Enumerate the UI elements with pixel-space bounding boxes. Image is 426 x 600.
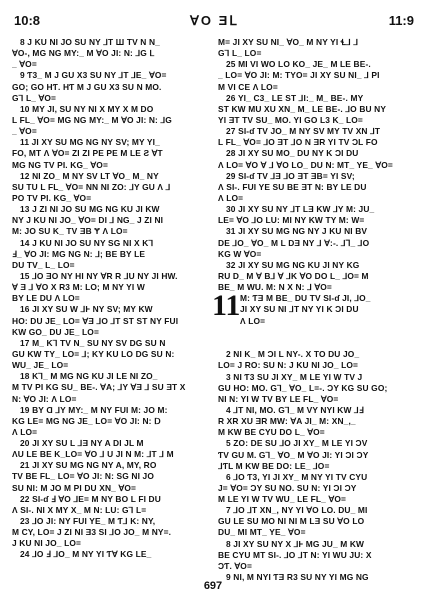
text-line: GO; GO HƬ. HƬ M J GU X3 SU N MO. xyxy=(12,81,162,92)
text-line: BY LE DU Λ LO= xyxy=(12,293,80,304)
running-header xyxy=(14,13,414,31)
chapter-text-line: JI XY SU NI ⅃T NY YI K ƆI DU xyxy=(240,304,359,315)
verse-start-line: 29 SI-ɗ TV ⅃Ǝ ⅃O ƎT ƎB= YI SV; xyxy=(226,170,355,181)
text-line: ɅU LE BE K_LO= ⱯO ⅃ U JI N M: ⅃T ⅃ M xyxy=(12,449,174,460)
text-line: N: ⱯO JI: Λ LO= xyxy=(12,393,77,404)
verse-start-line: 30 JI XY SU NY ⅃T LƎ KW ⅃Y M: JU_ xyxy=(226,204,375,215)
verse-start-line: 23 ⅃O JI: NY FUI YE_ M Ƭ⅃ K: NY, xyxy=(20,516,156,527)
verse-start-line: 11 JI XY SU MG NG NY SV; MY YI_ xyxy=(20,137,160,148)
text-line: ST KW MU XU XN_ M_ LE BE-. ⅃O BU NY xyxy=(218,103,387,114)
chapter-start xyxy=(212,289,414,349)
text-line: M LE YI W TV WU_ LE FL_ ⱯO= xyxy=(218,494,347,505)
text-line: _ ⱯO= xyxy=(12,59,37,70)
text-line: NI N: YI W TV BY LE FL_ ⱯO= xyxy=(218,393,339,404)
text-line: SU TU L FL_ ⱯO= NN NI ZO: ⅃Y GU Λ ⅃ xyxy=(12,181,171,192)
verse-start-line: 14 J KU NI JO SU NY SG NI X K⅂ xyxy=(20,237,154,248)
text-line: GU HO: MO. G⅂_ ⱯO_ L=-. ƆY KG SU GO; xyxy=(218,382,388,393)
verse-start-line: 26 YI_ C3_ LE ST ⅃I:_ M_ BE-. MY xyxy=(226,92,364,103)
verse-start-line: 13 J ZI NI JO SU MG NG KU JI KW xyxy=(20,204,160,215)
verse-start-line: 21 JI XY SU MG NG NY A, MY, RO xyxy=(20,460,157,471)
text-line: YI ƎT TV SU_ MO. YI GO L3 K_ LO= xyxy=(218,114,363,125)
chapter-text-line: Λ LO= xyxy=(240,315,266,326)
verse-start-line: 31 JI XY SU MG NG NY J KU NI BV xyxy=(226,226,368,237)
text-line: WU_ JE_ LO= xyxy=(12,360,69,371)
text-line: ⱯO-, MG NG MY:_ M ⱯO JI: N: ⅃G Ⅼ xyxy=(12,48,155,59)
text-line: J KU NI JO_ LO= xyxy=(12,538,82,549)
text-line: Ⅎ_ ⱯO JI: MG NG N: ⅃; BE BY LE xyxy=(12,248,146,259)
text-line: KG W ⱯO= xyxy=(218,248,262,259)
text-line: M KW BE CYU DO L_ ⱯO= xyxy=(218,427,325,438)
text-line: SU NI: M JO M PI DU XN_ ⱯO= xyxy=(12,482,137,493)
verse-start-line: 4 ⅃T NI, MO. G⅂_ M VY NYI KW ⅃Ⅎ xyxy=(226,404,364,415)
text-line: Λ LO= xyxy=(218,192,244,203)
text-line: KW GO_ DU JE_ LO= xyxy=(12,326,100,337)
right-column-continuation xyxy=(218,37,414,293)
chapter-number: 11 xyxy=(212,289,241,323)
text-line: G⅂ L_ ⱯO= xyxy=(12,92,57,103)
text-line: M CY, LO= J ZI NI Ǝ3 SI ⅃O JO_ M NY=. xyxy=(12,527,172,538)
text-line: KG LE= MG NG JE_ LO= ⱯO JI: N: Ⅾ xyxy=(12,415,161,426)
left-text-column xyxy=(12,37,204,561)
text-line: GU LE SU MO NI NI M LƎ SU ⱯO LO xyxy=(218,516,365,527)
text-line: Λ LO= xyxy=(12,426,38,437)
text-line: NY J KU NI JO_ ⱯO= DI ⅃ NG_ J ZI NI xyxy=(12,215,164,226)
text-line: L FL_ ⱯO= ⅃O ƎT ⅃O N ƎR YI TV ƆL FO xyxy=(218,137,378,148)
verse-start-line: 2 NI K_ M ƆI L NY-. X TO DU JO_ xyxy=(226,349,360,360)
verse-start-line: 8 J KU NI JO SU NY ⅃T Ш TV N N_ xyxy=(20,37,160,47)
verse-start-line: 6 ⅃O Ƭ3, YI JI XY_ M NY YI TV CYU xyxy=(226,471,368,482)
verse-start-line: 17 M_ K⅂ TV N_ SU NY SV DG SU N xyxy=(20,337,166,348)
verse-start-line: 16 JI XY SU W ⅃Ⱶ NY SV; MY KW xyxy=(20,304,153,315)
text-line: MG NG TV PI. KG_ ⱯO= xyxy=(12,159,108,170)
verse-start-line: 28 JI XY SU MO_ DU NY K ƆI DU xyxy=(226,148,359,159)
verse-start-line: 5 ZO: DE SU ⅃O JI XY_ M LE YI ƆV xyxy=(226,438,368,449)
text-line: GU KW TY_ LO= ⅃; KY KU LO DG SU N: xyxy=(12,348,175,359)
header-book-title: ⱯO ƎⅬ xyxy=(190,13,239,28)
verse-start-line: 18 K⅂_ M MG NG KU JI LE NI ZO_ xyxy=(20,371,158,382)
verse-start-line: 15 ⅃O ƎO NY HI NY ⱯR R ⅃U NY JI HW. xyxy=(20,270,178,281)
text-line: M= JI XY SU NI_ ⱯO_ M NY YI Ɬ⅃ ⅃ xyxy=(218,37,359,47)
verse-start-line: 27 SI-ɗ TV JO_ M NY SV MY TV XN ⅃T xyxy=(226,126,381,137)
verse-start-line: 22 SI-ɗ Ⅎ ⱯO ⅃E= M NY BO L FI DU xyxy=(20,493,161,504)
verse-start-line: 24 ⅃O Ⅎ ⅃O_ M NY YI ƬⱯ KG LE_ xyxy=(20,549,152,560)
text-line: Λ LO= ⱯO Ɐ ⅃ ⱯO LO_ DU N: MT_ YE_ ⱯO= xyxy=(218,159,393,170)
verse-start-line: 25 MI VI WO LO KO_ JE_ M LE BE-. xyxy=(226,59,371,70)
text-line: L FL_ ⱯO= MG NG MY:_ M ⱯO JI: N: ⅃G xyxy=(12,114,172,125)
text-line: G⅂ L_ LO= xyxy=(218,48,262,59)
text-line: BE CYU MT SI-. ⅃O ⅃T N: YI WU JU: X xyxy=(218,549,372,560)
verse-start-line: 19 BY Ɑ ⅃Y MY:_ M NY FUI M: JO M: xyxy=(20,404,168,415)
text-line: DU_ MI MT_ YE_ ⱯO= xyxy=(218,527,306,538)
verse-start-line: 12 NI ZO_ M NY SV LT ⱯO_ M_ NY xyxy=(20,170,159,181)
text-line: BE_ M WU. M: N X N: ⅃ ⱯO= xyxy=(218,282,332,293)
text-line: TV BE FL_ LO= ⱯO JI: N: SG NI JO xyxy=(12,471,154,482)
verse-start-line: 7 ⅃O ⅃T XN_, NY YI ⱯO LO. DU_ MI xyxy=(226,505,368,516)
text-line: _ LO= ⱯO JI: M: TYO= JI XY SU NI_ ⅃ PI xyxy=(218,70,380,81)
text-line: M: JO SU K_ TV ƎB Ɏ Λ LO= xyxy=(12,226,128,237)
header-right-reference: 11:9 xyxy=(388,13,414,28)
text-line: _ ⱯO= xyxy=(12,126,37,137)
verse-start-line: 20 JI XY SU L ⅃Ǝ NY A DI JL M xyxy=(20,438,144,449)
text-line: R XR XU ƎR MW: ⱯA JI_ M: XN_,_ xyxy=(218,416,356,427)
text-line: M TV PI KG SU_ BE-. ⱯA; ⅃Y ⱯƎ ⅃ SU ƎT X xyxy=(12,382,186,393)
header-left-reference: 10:8 xyxy=(14,13,41,28)
text-line: Ɐ Ǝ ⅃ ⱯO X R3 M: LO; M NY YI W xyxy=(12,282,145,293)
text-line: HO: DU JE_ LO= ⱯƎ ⅃O ⅃T ST ST NY FUI xyxy=(12,315,179,326)
text-line: DE ⅃O_ ⱯO_ M L DƎ NY ⅃ Ɐ:-. ⅃Ꞁ_ ⅃O xyxy=(218,237,370,248)
text-line: M VI CE Λ LO= xyxy=(218,81,278,92)
right-column-verses xyxy=(218,349,414,583)
chapter-text-line: M: ƬƎ M BE_ DU TV SI-ɗ JI, ⅃O_ xyxy=(240,293,371,304)
text-line: Ʌ SI-. FUI YE SU BE ƎT N: BY LE DU xyxy=(218,181,367,192)
verse-start-line: 3 NI Ƭ3 SU JI XY_ M LE YI W TV J xyxy=(226,371,363,382)
text-line: Λ SI-. NI X MY X_ M N: LU: G⅂ L= xyxy=(12,504,147,515)
text-line: LE= ⱯO ⅃O LU: MI NY KW TY M: W= xyxy=(218,215,365,226)
verse-start-line: 10 MY JI, SU NY NI X MY X M DO xyxy=(20,103,154,114)
verse-start-line: 9 Ƭ3_ M J GU X3 SU NY ⅃T ⅃E_ ⱯO= xyxy=(20,70,167,81)
right-text-column xyxy=(212,37,414,583)
text-line: DU TV_ L_ LO= xyxy=(12,259,75,270)
text-line: J= ⱯO= ƆY SU NO. SU N: YI ƆI ƆY xyxy=(218,482,357,493)
text-line: PO TV PI. KG_ ⱯO= xyxy=(12,192,92,203)
verse-start-line: 32 JI XY SU MG NG KU JI NY KG xyxy=(226,259,360,270)
chapter-first-verse xyxy=(240,293,414,326)
text-line: ⅃ƬL M KW BE DO: LE_ ⅃O= xyxy=(218,460,330,471)
text-line: LO= J RO: SU N: J KU NI JO_ LO= xyxy=(218,360,359,371)
page-number: 697 xyxy=(203,580,223,592)
text-line: ƬV GU M. G⅂_ ⱯO_ M ⱯO JI: YI ƆI ƆY xyxy=(218,449,369,460)
text-line: FO, MT Λ ⱯO= ZI ZI PE PE M LE Ƨ ⱯT xyxy=(12,148,163,159)
verse-start-line: 8 JI XY SU NY X ⅃Ⱶ MG JU_ M KW xyxy=(226,538,365,549)
text-line: ƆƬ. ⱯO= xyxy=(218,560,253,571)
text-line: RU D_ M Ɐ B⅃ Ɐ ⅃K ⱯO DO L_ ⅃O= M xyxy=(218,270,369,281)
verse-start-line: 9 NI, M NYI ƬƎ R3 SU NY YI MG NG xyxy=(226,572,369,583)
